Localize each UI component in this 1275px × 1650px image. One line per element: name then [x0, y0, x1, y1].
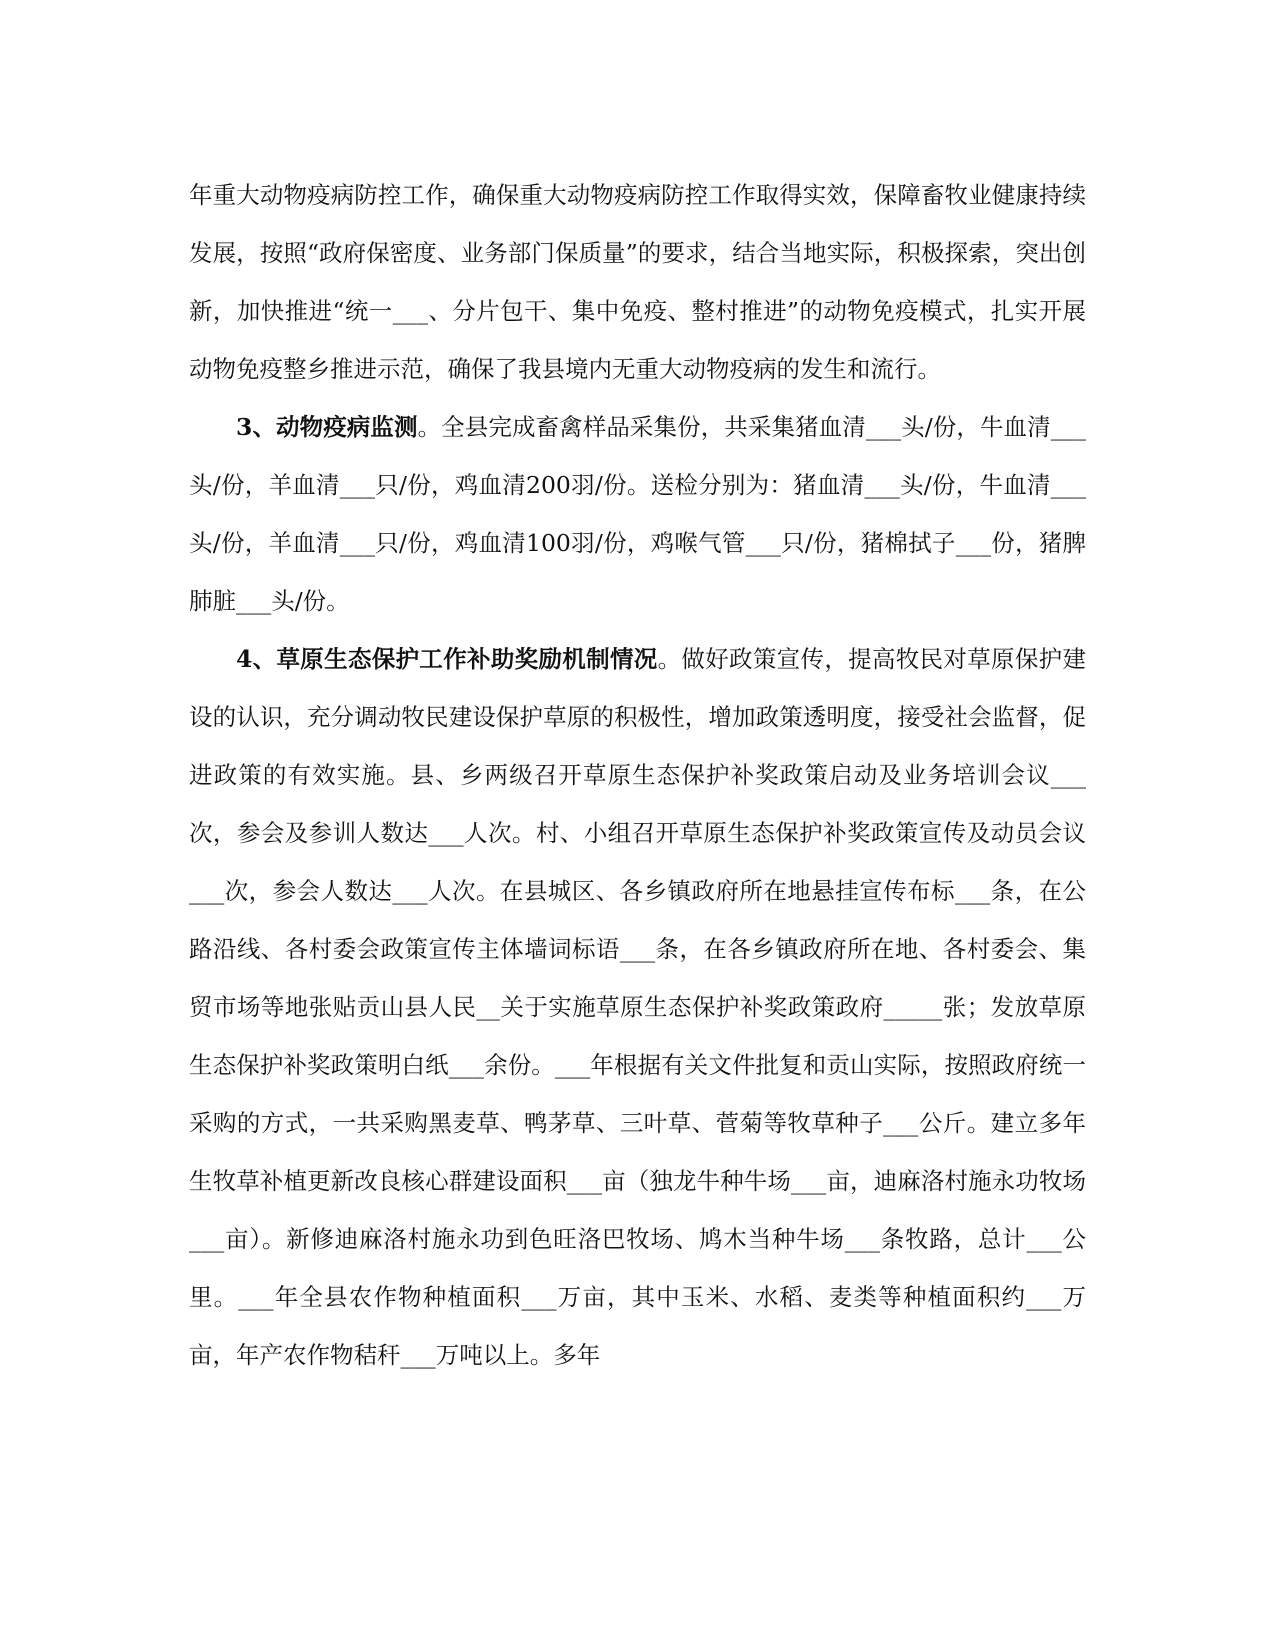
paragraph-disease-monitoring	[189, 398, 1086, 630]
paragraph-heading: 3、动物疫病监测	[236, 413, 418, 441]
paragraph-text: 。做好政策宣传，提高牧民对草原保护建设的认识，充分调动牧民建设保护草原的积极性，增加政策透明度，接受社会监督，促进政策的有效实施。县、乡两级召开草原生态保护补奖政策启动及业务培训会议___次，参会及参训人数达___人次。村、小组召开草原生态保护补奖政策宣传及动员会议___次，参会人数达___人次。在县城区、各乡镇政府所在地悬挂宣传布标___条，在公路沿线、各村委会政策宣传主体墙词标语___条，在各乡镇政府所在地、各村委会、集贸市场等地张贴贡山县人民__关于实施草原生态保护补奖政策政府_____张；发放草原生态保护补奖政策明白纸___余份。___年根据有关文件批复和贡山实际，按照政府统一采购的方式，一共采购黑麦草、鸭茅草、三叶草、菅菊等牧草种子___公斤。建立多年生牧草补植更新改良核心群建设面积___亩（独龙牛种牛场___亩，迪麻洛村施永功牧场___亩）。新修迪麻洛村施永功到色旺洛巴牧场、鸠木当种牛场___条牧路，总计___公里。___年全县农作物种植面积___万亩，其中玉米、水稻、麦类等种植面积约___万亩，年产农作物秸秆___万吨以上。多年	[189, 645, 1087, 1369]
document-body	[189, 166, 1086, 1384]
paragraph-grassland-protection	[189, 630, 1086, 1384]
paragraph-text: 年重大动物疫病防控工作，确保重大动物疫病防控工作取得实效，保障畜牧业健康持续发展，按照“政府保密度、业务部门保质量”的要求，结合当地实际，积极探索，突出创新，加快推进“统一___、分片包干、集中免疫、整村推进”的动物免疫模式，扎实开展动物免疫整乡推进示范，确保了我县境内无重大动物疫病的发生和流行。	[189, 181, 1086, 383]
paragraph-text: 。全县完成畜禽样品采集份，共采集猪血清___头/份，牛血清___头/份，羊血清___只/份，鸡血清200羽/份。送检分别为：猪血清___头/份，牛血清___头/份，羊血清___只/份，鸡血清100羽/份，鸡喉气管___只/份，猪棉拭子___份，猪脾肺脏___头/份。	[189, 413, 1086, 615]
paragraph-continuation	[189, 166, 1086, 398]
paragraph-heading: 4、草原生态保护工作补助奖励机制情况	[236, 645, 658, 673]
